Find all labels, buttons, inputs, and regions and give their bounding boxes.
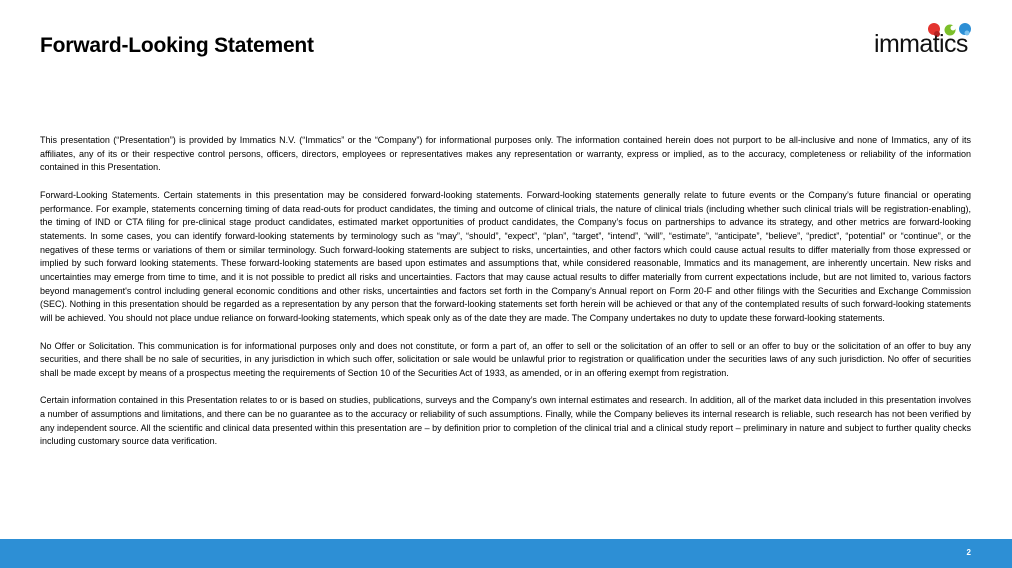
paragraph-market-data: Certain information contained in this Presentation relates to or is based on studies, publications, surveys and the Company’s own internal estimates and research. In addition, all of the market data included in this presentation involves a number of assumptions and limitations, and there can be no guarantee as to the accuracy or reliability of such assumptions. Finally, while the Company believes its internal research is reliable, such research has not been verified by any independent source. All the scientific and clinical data presented within this presentation are – by definition prior to completion of the clinical trial and a clinical study report – preliminary in nature and subject to further quality checks including customary source data verification. xyxy=(40,395,971,447)
footer-bar xyxy=(0,539,1012,568)
paragraph-intro: This presentation (“Presentation”) is provided by Immatics N.V. (“Immatics” or the “Company”) for informational purposes only. The information contained herein does not purport to be all-inclusive and none of Immatics, any of its affiliates, any of its or their respective control persons, officers, directors, employees or representatives makes any representation or warranty, express or implied, as to the accuracy, completeness or reliability of the information contained in this Presentation. xyxy=(40,135,971,173)
paragraph-no-offer: No Offer or Solicitation. This communication is for informational purposes only and does not constitute, or form a part of, an offer to sell or the solicitation of an offer to sell or an offer to buy or the solicitation of an offer to buy any securities, and there shall be no sale of securities, in any jurisdiction in which such offer, solicitation or sale would be unlawful prior to registration or qualification under the securities laws of any such jurisdiction. No offer of securities shall be made except by means of a prospectus meeting the requirements of Section 10 of the Securities Act of 1933, as amended, or in an offering exempt from registration. xyxy=(40,340,971,378)
logo-wordmark: immatics xyxy=(874,30,968,58)
paragraph-forward-looking: Forward-Looking Statements. Certain statements in this presentation may be considered forward-looking statements. Forward-looking statements generally relate to future events or the Company’s future financial or operating performance. For example, statements concerning timing of data read-outs for product candidates, the timing and outcome of clinical trials, the nature of clinical trials (including whether such clinical trials will be registration-enabling), the timing of IND or CTA filing for pre-clinical stage product candidates, estimated market opportunities of product candidates, the Company’s focus on partnerships to advance its strategy, and other metrics are forward-looking statements. In some cases, you can identify forward-looking statements by terminology such as “may”, “should”, “expect”, “plan”, “target”, “intend”, “will”, “estimate”, “anticipate”, “believe”, “predict”, “potential” or “continue”, or the negatives of these terms or variations of them or similar terminology. Such forward-looking statements are subject to risks, uncertainties, and other factors which could cause actual results to differ materially from those expressed or implied by such forward looking statements. These forward-looking statements are based upon estimates and assumptions that, while considered reasonable, Immatics and its management, are inherently uncertain. New risks and uncertainties may emerge from time to time, and it is not possible to predict all risks and uncertainties. Factors that may cause actual results to differ materially from current expectations include, but are not limited to, various factors beyond management's control including general economic conditions and other risks, uncertainties and factors set forth in the Company’s Annual report on Form 20-F and other filings with the Securities and Exchange Commission (SEC). Nothing in this presentation should be regarded as a representation by any person that the forward-looking statements set forth herein will be achieved or that any of the contemplated results of such forward-looking statements will be achieved. You should not place undue reliance on forward-looking statements, which speak only as of the date they are made. The Company undertakes no duty to update these forward-looking statements. xyxy=(40,189,971,324)
page-title: Forward-Looking Statement xyxy=(40,34,314,57)
company-logo xyxy=(874,18,984,62)
page-number: 2 xyxy=(966,548,971,557)
disclaimer-body xyxy=(40,134,971,463)
